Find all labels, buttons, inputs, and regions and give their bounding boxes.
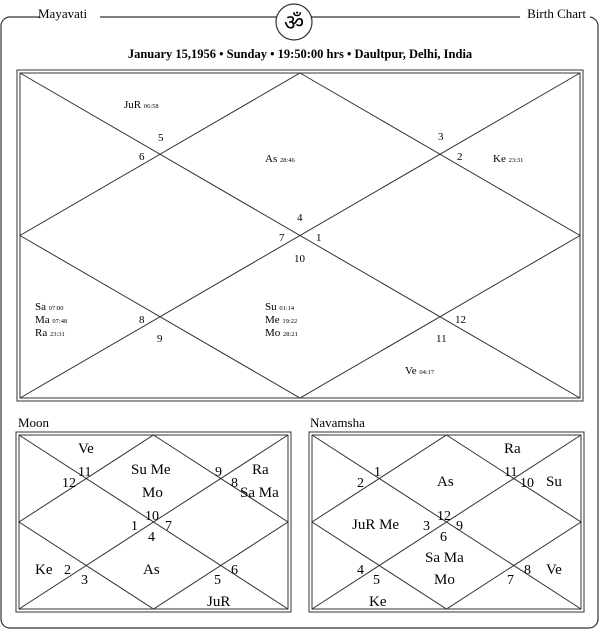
planet-label: Ra	[252, 462, 269, 478]
house-number: 11	[504, 465, 518, 480]
planet-label: JuR	[207, 594, 231, 610]
birth-details: January 15,1956 • Sunday • 19:50:00 hrs • Daultpur, Delhi, India	[127, 47, 473, 61]
house-number: 4	[148, 530, 155, 545]
house-number: 4	[297, 212, 303, 224]
planet-label: Sa Ma	[240, 485, 279, 501]
house-number: 9	[215, 465, 222, 480]
house-number: 5	[158, 132, 164, 144]
planet-ketu: Ke 23:31	[493, 153, 524, 165]
house-number: 2	[457, 151, 463, 163]
planet-mars: Ma 07:48	[35, 314, 68, 326]
house-number: 2	[357, 476, 364, 491]
house-number: 3	[438, 131, 444, 143]
house-number: 12	[455, 314, 466, 326]
navamsha-chart-title: Navamsha	[310, 415, 365, 430]
planet-label: Mo	[142, 485, 163, 501]
planet-label: Ve	[78, 441, 94, 457]
house-number: 1	[374, 465, 381, 480]
planet-jupiter: JuR 06:58	[124, 99, 159, 111]
moon-chart-title: Moon	[18, 415, 50, 430]
planet-label: JuR Me	[352, 517, 400, 533]
planet-rahu: Ra 23:31	[35, 327, 65, 339]
house-number: 8	[231, 476, 238, 491]
planet-label: Ke	[35, 562, 53, 578]
house-number: 10	[294, 253, 305, 265]
house-number: 3	[423, 519, 430, 534]
house-number: 6	[139, 151, 145, 163]
planet-label: Su	[546, 474, 562, 490]
house-number: 11	[78, 465, 92, 480]
house-number: 7	[507, 573, 514, 588]
planet-label: Sa Ma	[425, 550, 464, 566]
chart-type-label: Birth Chart	[527, 6, 586, 21]
planet-label: Su Me	[131, 462, 171, 478]
outer-frame	[1, 17, 598, 628]
house-number: 5	[373, 573, 380, 588]
planet-label: Mo	[434, 572, 455, 588]
house-number: 9	[456, 519, 463, 534]
house-number: 2	[64, 563, 71, 578]
planet-moon: Mo 28:21	[265, 327, 298, 339]
house-number: 8	[139, 314, 145, 326]
house-number: 12	[437, 509, 451, 524]
planet-saturn: Sa 07:00	[35, 301, 64, 313]
om-emblem-icon: ॐ	[283, 11, 305, 36]
house-number: 1	[131, 519, 138, 534]
house-number: 6	[440, 530, 447, 545]
planet-venus: Ve 04:17	[405, 365, 435, 377]
house-number: 4	[357, 563, 364, 578]
house-number: 12	[62, 476, 76, 491]
house-number: 8	[524, 563, 531, 578]
house-number: 5	[214, 573, 221, 588]
planet-label: Ve	[546, 562, 562, 578]
house-number: 9	[157, 333, 163, 345]
house-number: 10	[520, 476, 534, 491]
person-name: Mayavati	[38, 6, 88, 21]
planet-mercury: Me 19:22	[265, 314, 298, 326]
planet-sun: Su 01:14	[265, 301, 295, 313]
house-number: 3	[81, 573, 88, 588]
planet-ascendant: As 28:46	[265, 153, 295, 165]
planet-label: Ke	[369, 594, 387, 610]
house-number: 7	[279, 232, 285, 244]
planet-label: As	[437, 474, 454, 490]
house-number: 7	[165, 519, 172, 534]
house-number: 11	[436, 333, 447, 345]
planet-label: As	[143, 562, 160, 578]
house-number: 6	[231, 563, 238, 578]
planet-label: Ra	[504, 441, 521, 457]
house-number: 1	[316, 232, 322, 244]
house-number: 10	[145, 509, 159, 524]
